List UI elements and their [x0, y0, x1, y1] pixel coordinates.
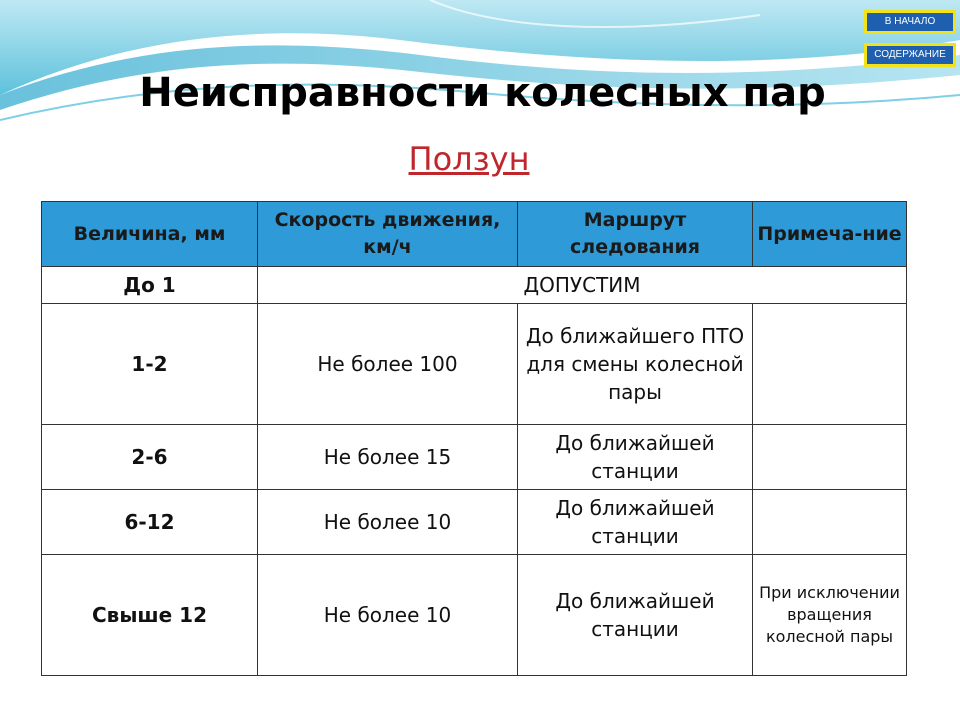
page-title: Неисправности колесных пар: [139, 70, 826, 116]
cell-size: 1-2: [42, 304, 258, 425]
cell-note: При исключении вращения колесной пары: [753, 555, 907, 676]
page-subtitle: Ползун: [408, 140, 530, 178]
contents-button[interactable]: СОДЕРЖАНИЕ: [864, 43, 956, 67]
cell-speed: Не более 10: [258, 555, 518, 676]
cell-note: [753, 490, 907, 555]
cell-speed: Не более 100: [258, 304, 518, 425]
cell-speed: Не более 15: [258, 425, 518, 490]
header-route: Маршрут следования: [518, 202, 753, 267]
cell-route: До ближайшей станции: [518, 490, 753, 555]
cell-size: 6-12: [42, 490, 258, 555]
cell-allowed-status: ДОПУСТИМ: [258, 267, 907, 304]
cell-route: До ближайшей станции: [518, 555, 753, 676]
table-row: [42, 304, 907, 425]
cell-route: До ближайшей станции: [518, 425, 753, 490]
table-header-row: [42, 202, 907, 267]
cell-speed: Не более 10: [258, 490, 518, 555]
cell-note: [753, 304, 907, 425]
table-row: [42, 490, 907, 555]
cell-size: До 1: [42, 267, 258, 304]
cell-size: 2-6: [42, 425, 258, 490]
cell-size: Свыше 12: [42, 555, 258, 676]
header-size: Величина, мм: [42, 202, 258, 267]
header-note: Примеча-ние: [753, 202, 907, 267]
start-button[interactable]: В НАЧАЛО: [864, 10, 956, 34]
cell-route: До ближайшего ПТО для смены колесной пары: [518, 304, 753, 425]
table-row: [42, 425, 907, 490]
header-speed: Скорость движения, км/ч: [258, 202, 518, 267]
table-row: [42, 555, 907, 676]
defects-table: [41, 201, 907, 676]
table-row: [42, 267, 907, 304]
cell-note: [753, 425, 907, 490]
